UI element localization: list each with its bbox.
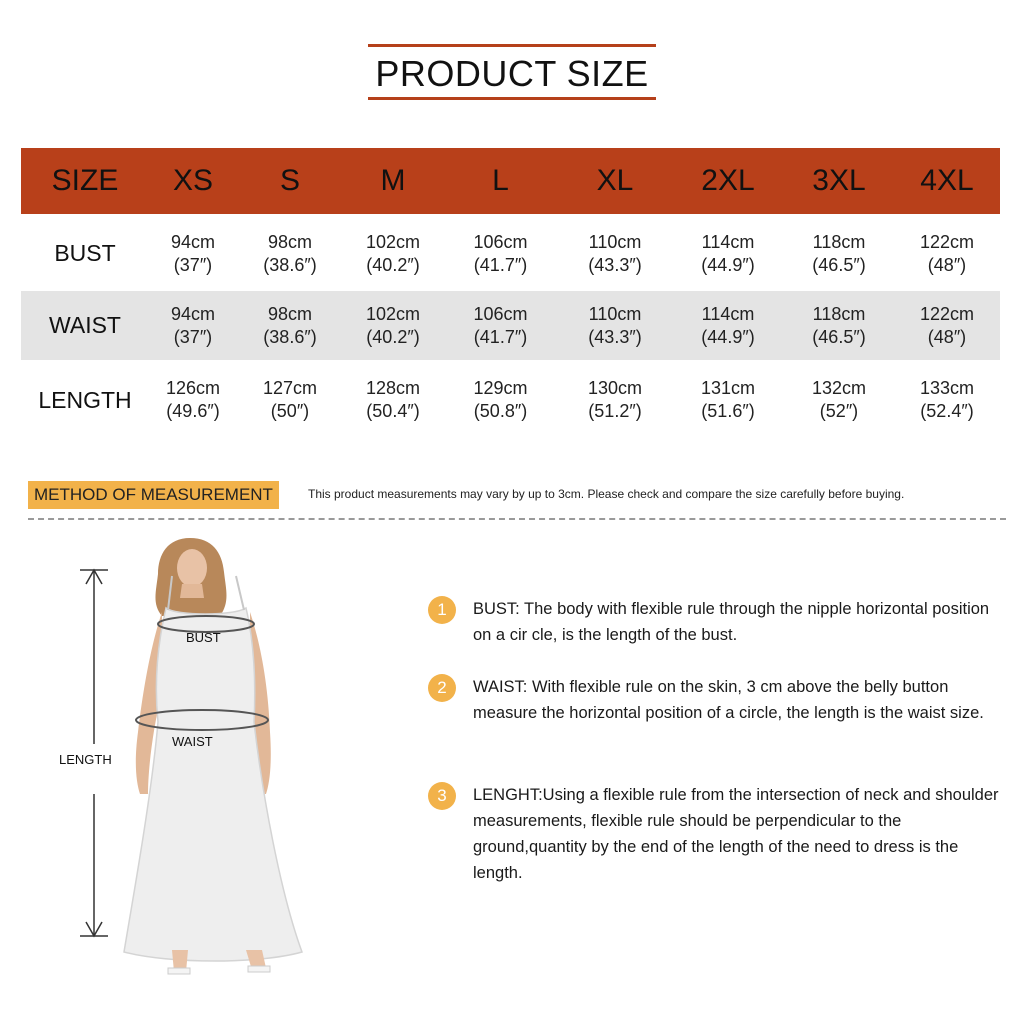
table-cell: 114cm (44.9″) — [701, 303, 755, 347]
table-row-bust — [21, 216, 1000, 291]
table-cell: 106cm (41.7″) — [473, 231, 528, 275]
title-rule-bottom — [368, 97, 656, 100]
table-cell: 94cm (37″) — [170, 303, 215, 347]
size-table-header — [21, 148, 1000, 214]
header-size: SIZE — [51, 164, 119, 197]
step-number-badge: 1 — [428, 596, 456, 624]
figure-waist-label: WAIST — [172, 734, 213, 749]
table-cell: 102cm (40.2″) — [365, 303, 421, 347]
header-xs: XS — [172, 164, 214, 197]
table-cell: 118cm (46.5″) — [812, 231, 866, 275]
table-cell: 98cm (38.6″) — [263, 303, 317, 347]
row-label-bust: BUST — [54, 240, 116, 266]
table-cell: 122cm (48″) — [919, 231, 975, 275]
page-title: PRODUCT SIZE — [375, 53, 649, 94]
row-label-waist: WAIST — [49, 312, 121, 338]
table-cell: 128cm (50.4″) — [365, 378, 421, 421]
table-cell: 118cm (46.5″) — [812, 303, 866, 347]
table-cell: 106cm (41.7″) — [473, 303, 528, 347]
table-cell: 102cm (40.2″) — [365, 231, 421, 275]
table-cell: 98cm (38.6″) — [263, 231, 317, 275]
instruction-length — [428, 782, 1008, 886]
step-number-badge: 3 — [428, 782, 456, 810]
instruction-text: LENGHT:Using a flexible rule from the intersection of neck and shoulder measurements, flexible rule should be perpendicular to the ground,quantity by the end of the length of the need to dress is the length. — [473, 786, 999, 882]
figure-length-label: LENGTH — [59, 752, 112, 767]
instruction-bust — [428, 596, 1008, 648]
table-cell: 122cm (48″) — [919, 303, 975, 347]
measurement-figure — [40, 532, 340, 992]
table-row-waist — [21, 291, 1000, 360]
header-xl: XL — [596, 164, 634, 197]
dashed-divider — [28, 518, 1006, 520]
header-4xl: 4XL — [920, 164, 974, 197]
instruction-waist — [428, 674, 1008, 726]
method-of-measurement-label: METHOD OF MEASUREMENT — [28, 481, 279, 509]
header-s: S — [279, 164, 300, 197]
row-label-length: LENGTH — [38, 386, 132, 413]
table-cell: 94cm (37″) — [170, 231, 215, 275]
table-cell: 126cm (49.6″) — [165, 378, 221, 421]
header-m: M — [380, 164, 406, 197]
table-row-length — [21, 360, 1000, 440]
table-cell: 132cm (52″) — [811, 378, 867, 421]
table-cell: 129cm (50.8″) — [473, 378, 528, 421]
table-cell: 130cm (51.2″) — [587, 378, 643, 421]
table-cell: 127cm (50″) — [262, 378, 318, 421]
table-cell: 110cm (43.3″) — [588, 231, 642, 275]
table-cell: 133cm (52.4″) — [919, 378, 975, 421]
size-table — [21, 148, 1000, 440]
title-rule-top — [368, 44, 656, 47]
header-l: L — [492, 164, 509, 197]
table-cell: 110cm (43.3″) — [588, 303, 642, 347]
instruction-text: BUST: The body with flexible rule through the nipple horizontal position on a cir cle, is the length of the bust. — [473, 600, 990, 644]
measurement-disclaimer: This product measurements may vary by up to 3cm. Please check and compare the size carefully before buying. — [308, 487, 905, 501]
figure-bust-label: BUST — [186, 630, 221, 645]
header-3xl: 3XL — [812, 164, 866, 197]
header-2xl: 2XL — [701, 164, 755, 197]
table-cell: 114cm (44.9″) — [701, 231, 755, 275]
instruction-text: WAIST: With flexible rule on the skin, 3 cm above the belly button measure the horizontal position of a circle, the length is the waist size. — [473, 678, 984, 722]
table-cell: 131cm (51.6″) — [700, 378, 756, 421]
step-number-badge: 2 — [428, 674, 456, 702]
